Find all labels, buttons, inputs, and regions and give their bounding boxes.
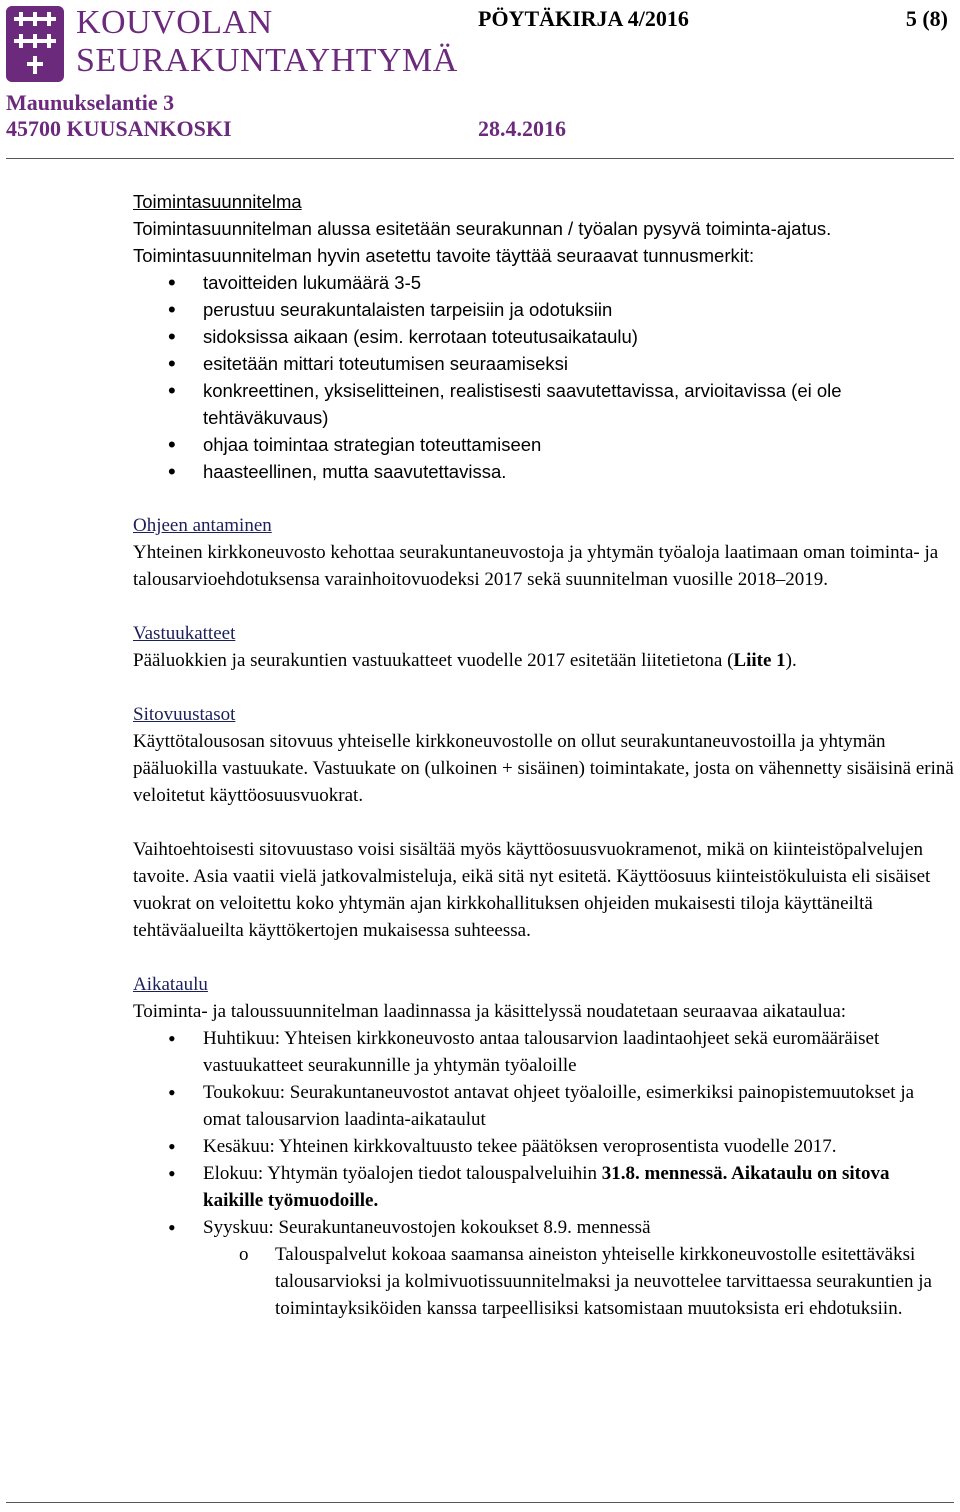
footer-divider bbox=[6, 1502, 954, 1503]
section-vastuukatteet bbox=[133, 620, 954, 674]
paragraph: Toiminta- ja taloussuunnitelman laadinnassa ja käsittelyssä noudatetaan seuraavaa aikataulua: bbox=[133, 1001, 847, 1022]
criteria-list bbox=[133, 269, 954, 485]
text-run: ). bbox=[785, 650, 797, 671]
schedule-list bbox=[133, 1025, 954, 1322]
section-heading: Aikataulu bbox=[133, 974, 208, 995]
address-street: Maunukselantie 3 bbox=[6, 90, 175, 115]
section-sitovuustasot bbox=[133, 701, 954, 944]
list-item: • esitetään mittari toteutumisen seuraamiseksi bbox=[133, 350, 954, 377]
paragraph: Toimintasuunnitelman hyvin asetettu tavoite täyttää seuraavat tunnusmerkit: bbox=[133, 245, 755, 266]
list-item: • sidoksissa aikaan (esim. kerrotaan toteutusaikataulu) bbox=[133, 323, 954, 350]
document-title: PÖYTÄKIRJA 4/2016 bbox=[478, 6, 689, 31]
list-item: • tavoitteiden lukumäärä 3-5 bbox=[133, 269, 954, 296]
section-aikataulu bbox=[133, 971, 954, 1322]
paragraph: Toimintasuunnitelman alussa esitetään seurakunnan / työalan pysyvä toiminta-ajatus. bbox=[133, 218, 832, 239]
document-date: 28.4.2016 bbox=[478, 116, 566, 141]
paragraph: Yhteinen kirkkoneuvosto kehottaa seurakuntaneuvostoja ja yhtymän työaloja laatimaan oman toiminta- ja talousarvioehdotuksensa varainhoitovuodeksi 2017 sekä suunnitelman vuosille 2018–2019. bbox=[133, 542, 939, 590]
deadline-emphasis: 31.8. mennessä. Aikataulu on sitova kaikille työmuodoille. bbox=[203, 1163, 890, 1211]
address-city: 45700 KUUSANKOSKI bbox=[6, 116, 232, 141]
section-heading: Toimintasuunnitelma bbox=[133, 191, 302, 212]
section-toimintasuunnitelma bbox=[133, 188, 954, 485]
list-item: • Toukokuu: Seurakuntaneuvostot antavat ohjeet työaloille, esimerkiksi painopistemuutokset ja omat talousarvion laadinta-aikataulut bbox=[133, 1079, 954, 1133]
church-logo bbox=[6, 6, 64, 82]
list-item: • Huhtikuu: Yhteisen kirkkoneuvosto antaa talousarvion laadintaohjeet sekä euromääräiset vastuukatteet seurakunnille ja yhtymän työaloille bbox=[133, 1025, 954, 1079]
organization-name bbox=[76, 4, 458, 80]
paragraph: Käyttötalousosan sitovuus yhteiselle kirkkoneuvostolle on ollut seurakuntaneuvostoilla ja yhtymän pääluokilla vastuukate. Vastuukate on (ulkoinen + sisäinen) toimintakate, josta on vähennetty sisäisinä erinä veloitetut käyttöosuusvuokrat. bbox=[133, 731, 954, 806]
text-run: Elokuu: Yhtymän työalojen tiedot talouspalveluihin bbox=[203, 1163, 602, 1184]
section-heading: Ohjeen antaminen bbox=[133, 515, 272, 536]
page-number: 5 (8) bbox=[905, 6, 948, 31]
section-ohjeen-antaminen bbox=[133, 512, 954, 593]
list-item bbox=[133, 1214, 954, 1322]
list-item: • konkreettinen, yksiselitteinen, realistisesti saavutettavissa, arvioitavissa (ei ole tehtäväkuvaus) bbox=[133, 377, 954, 431]
list-item: • haasteellinen, mutta saavutettavissa. bbox=[133, 458, 954, 485]
paragraph: Vaihtoehtoisesti sitovuustaso voisi sisältää myös käyttöosuusvuokramenot, mikä on kiinteistöpalvelujen tavoite. Asia vaatii vielä jatkovalmisteluja, eikä sitä nyt esitetä. Käyttöosuus kiinteistökuluista eli sisäiset vuokrat on veloitettu koko yhtymän ajan kirkkohallituksen ohjeiden mukaisesti tiloja käyttäneiltä tehtäväalueilta käyttökertojen mukaisessa suhteessa. bbox=[133, 839, 931, 941]
section-heading: Vastuukatteet bbox=[133, 623, 236, 644]
list-item bbox=[133, 1160, 954, 1214]
list-item: • perustuu seurakuntalaisten tarpeisiin ja odotuksiin bbox=[133, 296, 954, 323]
org-name-line1: KOUVOLAN bbox=[76, 4, 273, 41]
sub-list-item: o Talouspalvelut kokoaa saamansa aineiston yhteiselle kirkkoneuvostolle esitettäväksi talousarvioksi ja kolmivuotissuunnitelmaksi ja neuvottelee tarvittaessa seurakuntien ja toimintayksiköiden kanssa tarpeellisiksi katsomistaan muutoksista eri ehdotuksiin. bbox=[203, 1241, 954, 1322]
text-run: Syyskuu: Seurakuntaneuvostojen kokoukset 8.9. mennessä bbox=[203, 1217, 651, 1238]
document-body bbox=[133, 188, 954, 1322]
text-run: Pääluokkien ja seurakuntien vastuukatteet vuodelle 2017 esitetään liitetietona ( bbox=[133, 650, 734, 671]
list-item: • Kesäkuu: Yhteinen kirkkovaltuusto tekee päätöksen veroprosentista vuodelle 2017. bbox=[133, 1133, 954, 1160]
header-divider bbox=[6, 158, 954, 159]
paragraph bbox=[133, 647, 954, 674]
section-heading: Sitovuustasot bbox=[133, 704, 236, 725]
org-name-line2: SEURAKUNTAYHTYMÄ bbox=[76, 42, 458, 79]
attachment-reference: Liite 1 bbox=[733, 650, 786, 671]
sub-list bbox=[203, 1241, 954, 1322]
list-item: • ohjaa toimintaa strategian toteuttamiseen bbox=[133, 431, 954, 458]
